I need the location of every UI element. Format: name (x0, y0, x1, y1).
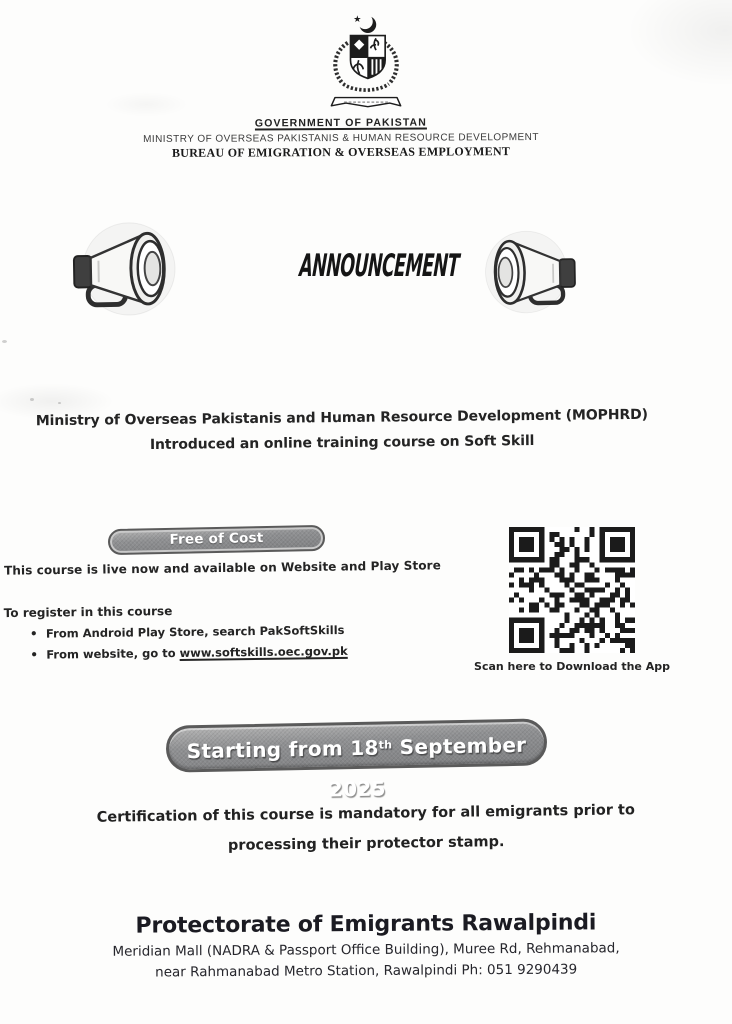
start-date-suffix: September 2025 (328, 732, 527, 802)
list-item (30, 623, 348, 641)
scan-speck (30, 398, 34, 401)
bullet-icon: • (30, 647, 39, 662)
megaphone-right-icon (475, 225, 581, 319)
document-footer (0, 909, 732, 981)
start-date-badge (166, 718, 548, 802)
qr-caption: Scan here to Download the App (474, 660, 670, 673)
intro-line-2: Introduced an online training course on Soft Skill (149, 432, 535, 454)
register-item-playstore: From Android Play Store, search PakSoftSkills (45, 622, 345, 641)
register-item-website-prefix: From website, go to (46, 645, 180, 662)
register-instructions (4, 602, 348, 662)
start-date-ordinal: th (378, 738, 393, 752)
pakistan-state-emblem-icon (320, 10, 412, 114)
course-intro (0, 402, 684, 459)
announcement-title: ANNOUNCEMENT (298, 248, 460, 284)
office-address-line-1: Meridian Mall (NADRA & Passport Office Building), Muree Rd, Rehmanabad, (112, 940, 620, 960)
website-link[interactable]: www.softskills.oec.gov.pk (179, 643, 348, 660)
start-date-prefix: Starting from 18 (186, 735, 379, 764)
bureau-title: BUREAU OF EMIGRATION & OVERSEAS EMPLOYMENT (171, 144, 511, 160)
office-address-line-2: near Rahmanabad Metro Station, Rawalpindi Ph: 051 9290439 (155, 961, 578, 981)
mandatory-note (0, 801, 732, 857)
megaphone-left-icon (67, 219, 187, 319)
ministry-title: MINISTRY OF OVERSEAS PAKISTANIS & HUMAN RESOURCE DEVELOPMENT (143, 131, 539, 146)
scan-speck (58, 402, 61, 404)
free-of-cost-badge: Free of Cost (108, 525, 325, 555)
availability-text: This course is live now and available on Website and Play Store (3, 558, 441, 578)
bullet-icon: • (29, 626, 38, 641)
register-heading: To register in this course (3, 604, 173, 621)
mandatory-line-1: Certification of this course is mandatory for all emigrants prior to (96, 802, 635, 826)
document-header (0, 115, 682, 162)
list-item (30, 644, 348, 662)
mandatory-line-2: processing their protector stamp. (227, 834, 505, 854)
government-title: GOVERNMENT OF PAKISTAN (254, 116, 427, 130)
qr-code (509, 527, 635, 653)
scan-speck (2, 340, 7, 343)
intro-line-1: Ministry of Overseas Pakistanis and Human Resource Development (MOPHRD) (35, 406, 649, 430)
office-name: Protectorate of Emigrants Rawalpindi (135, 910, 597, 939)
